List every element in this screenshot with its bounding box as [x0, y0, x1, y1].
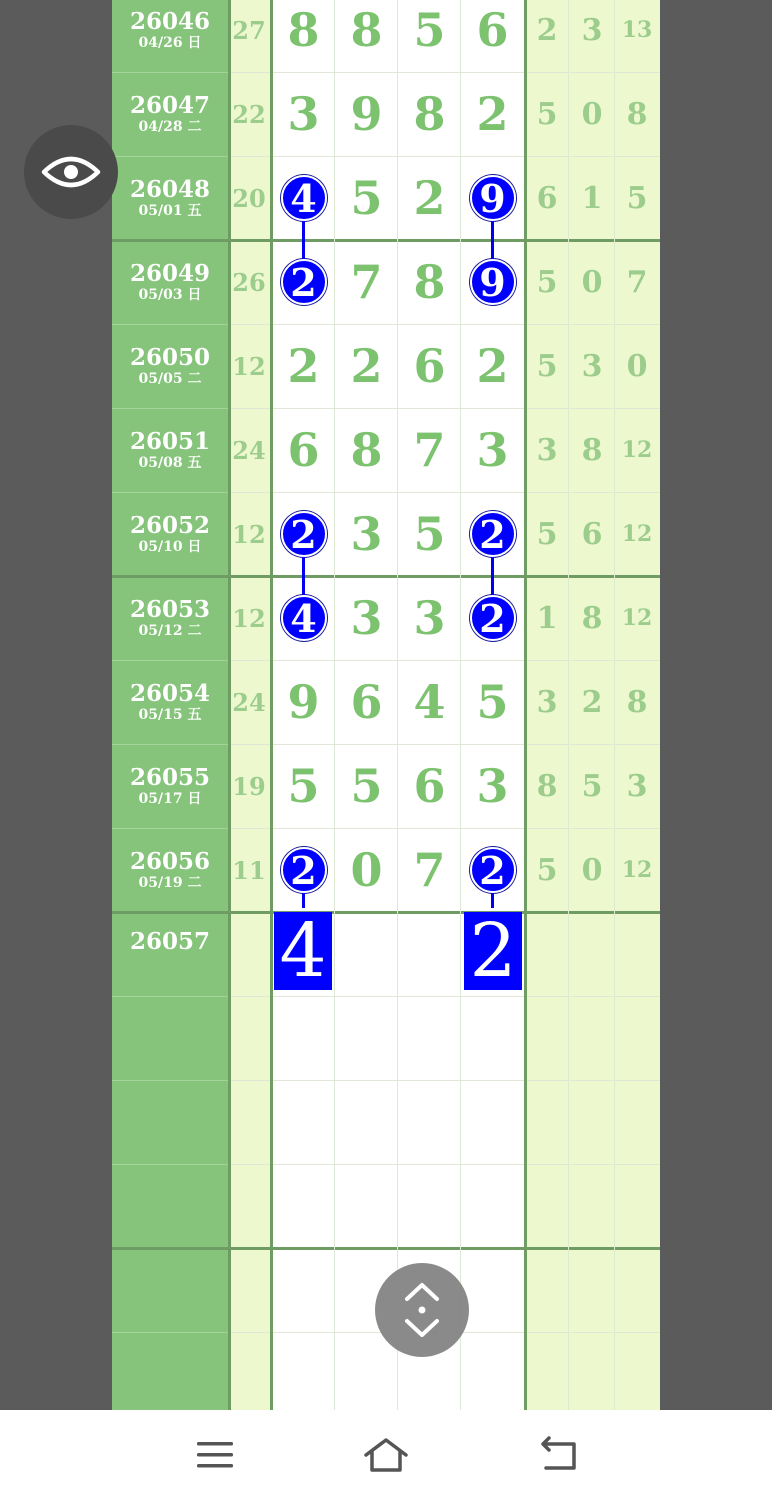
digit-cell: 3	[476, 759, 509, 813]
extra-value: 0	[581, 852, 603, 888]
extra-value: 7	[626, 264, 648, 300]
digit-cell: 7	[350, 255, 383, 309]
draw-row	[112, 408, 660, 492]
extra-value: 5	[536, 96, 558, 132]
sum-value: 12	[232, 351, 266, 381]
scroll-updown-button[interactable]	[375, 1263, 469, 1357]
draw-date: 04/26 日	[138, 34, 202, 51]
eye-button[interactable]	[24, 125, 118, 219]
period-cell	[112, 0, 228, 72]
sum-value: 11	[232, 855, 266, 885]
extra-value: 0	[626, 348, 648, 384]
next-draw-row	[112, 908, 660, 1008]
digit-cell: 5	[350, 171, 383, 225]
extra-value: 8	[581, 600, 603, 636]
period-cell	[112, 408, 228, 492]
digit-cell: 2	[476, 87, 509, 141]
draw-date: 05/17 日	[138, 790, 202, 807]
ball-connector-line	[491, 557, 494, 595]
home-button[interactable]	[361, 1432, 411, 1478]
extra-value: 3	[536, 684, 558, 720]
extra-value: 5	[536, 264, 558, 300]
period-number: 26053	[129, 595, 211, 623]
extra-value: 6	[536, 180, 558, 216]
lottery-trend-chart	[112, 0, 660, 1410]
pick-box-1: 4	[274, 912, 332, 990]
highlighted-digit-ball: 2	[281, 259, 327, 305]
next-period	[112, 924, 228, 1008]
period-row-divider	[112, 1080, 228, 1081]
extra-value: 12	[621, 857, 653, 883]
draw-row	[112, 240, 660, 324]
menu-icon	[196, 1439, 234, 1471]
draw-row	[112, 156, 660, 240]
digit-cell: 8	[350, 423, 383, 477]
draw-date: 04/28 二	[138, 118, 202, 135]
draw-row	[112, 744, 660, 828]
period-number: 26052	[129, 511, 211, 539]
ball-connector-line	[302, 221, 305, 259]
digit-cell: 3	[350, 507, 383, 561]
extra-value: 8	[626, 96, 648, 132]
sum-value: 24	[232, 435, 266, 465]
home-icon	[362, 1435, 410, 1475]
extra-value: 12	[621, 605, 653, 631]
digit-cell: 6	[476, 3, 509, 57]
sum-value: 19	[232, 771, 266, 801]
draw-date: 05/01 五	[138, 202, 202, 219]
extra-value: 5	[626, 180, 648, 216]
digit-cell: 8	[413, 255, 446, 309]
eye-icon	[41, 152, 101, 192]
group-divider	[112, 1247, 660, 1250]
extra-value: 0	[581, 96, 603, 132]
ball-connector-line	[491, 221, 494, 259]
period-cell	[112, 72, 228, 156]
extra-value: 3	[536, 432, 558, 468]
sum-value: 20	[232, 183, 266, 213]
highlighted-digit-ball: 2	[470, 847, 516, 893]
digit-cell: 2	[350, 339, 383, 393]
digit-cell: 9	[350, 87, 383, 141]
digit-cell: 9	[287, 675, 320, 729]
draw-row	[112, 660, 660, 744]
extra-value: 5	[536, 516, 558, 552]
period-cell	[112, 576, 228, 660]
system-navigation-bar	[0, 1410, 772, 1500]
digit-cell: 5	[413, 507, 446, 561]
highlighted-digit-ball: 9	[470, 259, 516, 305]
extra-value: 5	[536, 852, 558, 888]
draw-date: 05/12 二	[138, 622, 202, 639]
digit-cell: 2	[413, 171, 446, 225]
digit-cell: 8	[350, 3, 383, 57]
draw-date: 05/03 日	[138, 286, 202, 303]
draw-date: 05/08 五	[138, 454, 202, 471]
draw-row	[112, 828, 660, 912]
extra-value: 0	[581, 264, 603, 300]
extra-value: 13	[621, 17, 653, 43]
period-number: 26047	[129, 91, 211, 119]
draw-row	[112, 576, 660, 660]
digit-cell: 5	[413, 3, 446, 57]
extra-value: 5	[581, 768, 603, 804]
digit-cell: 6	[413, 759, 446, 813]
period-number: 26051	[129, 427, 211, 455]
digit-cell: 5	[476, 675, 509, 729]
digit-cell: 4	[413, 675, 446, 729]
pick-box-2: 2	[464, 912, 522, 990]
period-number: 26046	[129, 7, 211, 35]
period-cell	[112, 324, 228, 408]
digit-cell: 6	[287, 423, 320, 477]
extra-value: 1	[536, 600, 558, 636]
digit-cell: 5	[350, 759, 383, 813]
next-period-number: 26057	[129, 928, 211, 955]
extra-value: 8	[536, 768, 558, 804]
extra-value: 6	[581, 516, 603, 552]
extra-value: 3	[626, 768, 648, 804]
digit-cell: 3	[287, 87, 320, 141]
period-number: 26054	[129, 679, 211, 707]
period-row-divider	[112, 1332, 228, 1333]
digit-cell: 2	[287, 339, 320, 393]
period-cell	[112, 156, 228, 240]
period-number: 26050	[129, 343, 211, 371]
draw-date: 05/10 日	[138, 538, 202, 555]
pick-connector-line	[302, 893, 305, 908]
digit-cell: 3	[350, 591, 383, 645]
extra-value: 3	[581, 12, 603, 48]
extra-value: 2	[581, 684, 603, 720]
period-cell	[112, 240, 228, 324]
extra-value: 2	[536, 12, 558, 48]
draw-date: 05/19 二	[138, 874, 202, 891]
period-number: 26049	[129, 259, 211, 287]
extra-value: 5	[536, 348, 558, 384]
draw-row	[112, 324, 660, 408]
digit-cell: 3	[476, 423, 509, 477]
extra-value: 8	[581, 432, 603, 468]
digit-cell: 7	[413, 423, 446, 477]
highlighted-digit-ball: 2	[281, 847, 327, 893]
extra-value: 12	[621, 437, 653, 463]
pick-connector-line	[491, 893, 494, 908]
period-number: 26056	[129, 847, 211, 875]
ball-connector-line	[302, 557, 305, 595]
period-number: 26055	[129, 763, 211, 791]
extra-value: 1	[581, 180, 603, 216]
menu-button[interactable]	[190, 1432, 240, 1478]
draw-row	[112, 492, 660, 576]
highlighted-digit-ball: 2	[470, 511, 516, 557]
digit-cell: 8	[413, 87, 446, 141]
highlighted-digit-ball: 4	[281, 175, 327, 221]
extra-value: 12	[621, 521, 653, 547]
sum-value: 12	[232, 519, 266, 549]
highlighted-digit-ball: 2	[281, 511, 327, 557]
draw-date: 05/15 五	[138, 706, 202, 723]
sum-value: 22	[232, 99, 266, 129]
back-button[interactable]	[533, 1432, 583, 1478]
period-cell	[112, 492, 228, 576]
sum-value: 26	[232, 267, 266, 297]
highlighted-digit-ball: 2	[470, 595, 516, 641]
digit-cell: 7	[413, 843, 446, 897]
digit-cell: 2	[476, 339, 509, 393]
back-icon	[536, 1435, 580, 1475]
draw-row	[112, 0, 660, 72]
extra-value: 8	[626, 684, 648, 720]
draw-date: 05/05 二	[138, 370, 202, 387]
digit-cell: 6	[413, 339, 446, 393]
period-cell	[112, 744, 228, 828]
digit-cell: 8	[287, 3, 320, 57]
digit-cell: 5	[287, 759, 320, 813]
draw-row	[112, 72, 660, 156]
digit-cell: 0	[350, 843, 383, 897]
sum-value: 12	[232, 603, 266, 633]
scroll-updown-icon	[400, 1277, 444, 1343]
period-cell	[112, 828, 228, 912]
period-row-divider	[112, 1164, 228, 1165]
highlighted-digit-ball: 4	[281, 595, 327, 641]
sum-value: 27	[232, 15, 266, 45]
period-cell	[112, 660, 228, 744]
digit-cell: 6	[350, 675, 383, 729]
extra-value: 3	[581, 348, 603, 384]
digit-cell: 3	[413, 591, 446, 645]
sum-value: 24	[232, 687, 266, 717]
period-number: 26048	[129, 175, 211, 203]
highlighted-digit-ball: 9	[470, 175, 516, 221]
